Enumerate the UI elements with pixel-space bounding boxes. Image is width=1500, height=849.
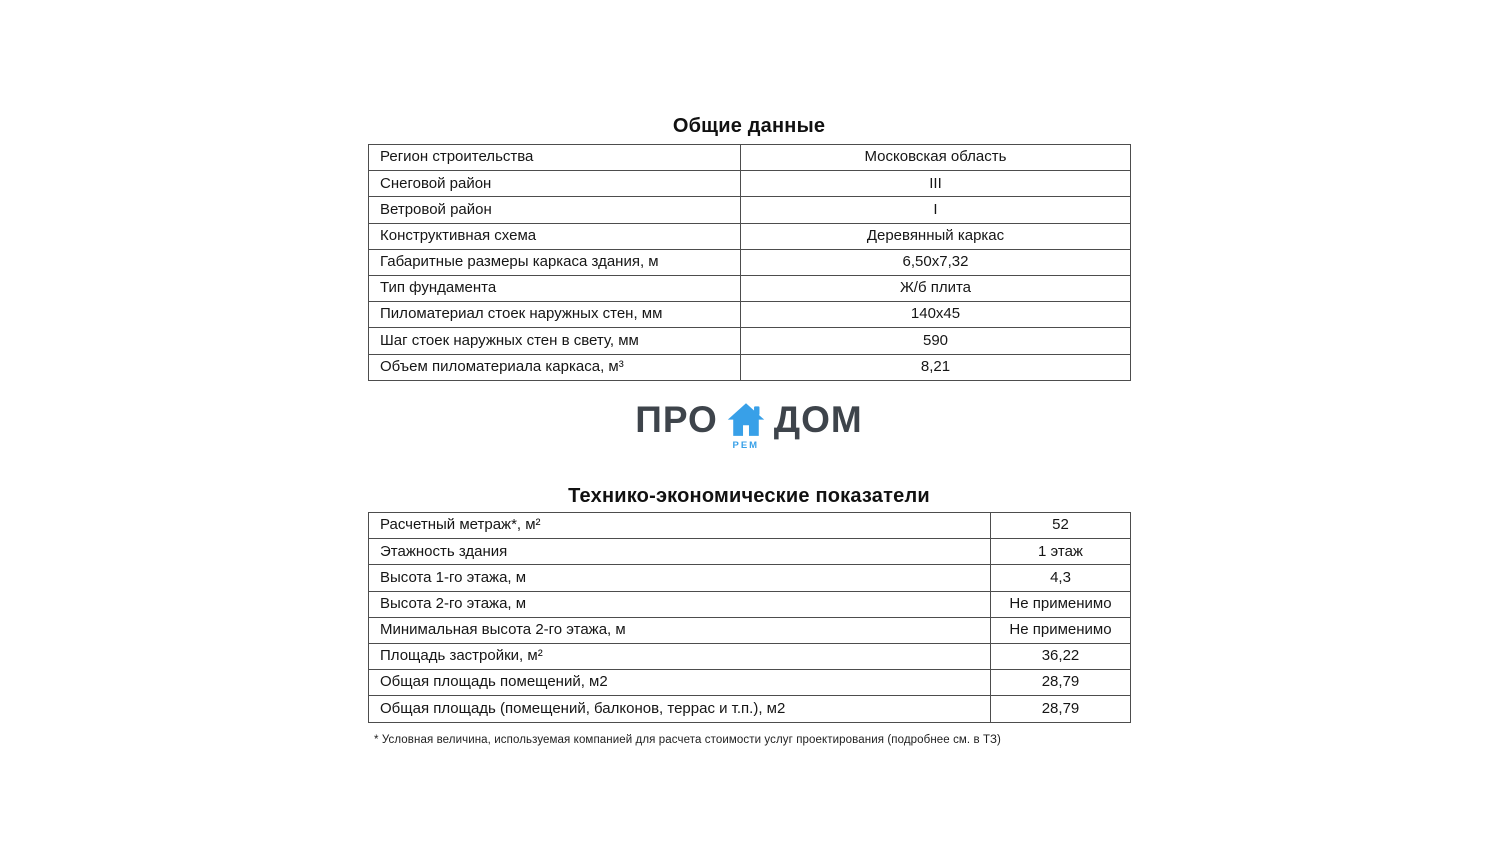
footnote: * Условная величина, используемая компанией для расчета стоимости услуг проектирования (подробнее см. в ТЗ) <box>374 734 1001 746</box>
row-value: 28,79 <box>991 670 1131 696</box>
logo-text-pro: ПРО <box>635 399 718 440</box>
row-value: 8,21 <box>741 354 1131 380</box>
general-data-table <box>368 144 1131 381</box>
table-row <box>369 539 1131 565</box>
row-value: Не применимо <box>991 617 1131 643</box>
table-row <box>369 354 1131 380</box>
table-row <box>369 617 1131 643</box>
house-icon <box>725 399 767 441</box>
row-label: Общая площадь (помещений, балконов, террас и т.п.), м2 <box>369 696 991 722</box>
logo-text-dom: ДОМ <box>773 399 863 440</box>
row-value: 52 <box>991 513 1131 539</box>
tech-indicators-table <box>368 512 1131 723</box>
logo <box>368 396 1130 458</box>
table-row <box>369 249 1131 275</box>
table-row <box>369 145 1131 171</box>
table-row <box>369 328 1131 354</box>
table-row <box>369 591 1131 617</box>
row-label: Объем пиломатериала каркаса, м³ <box>369 354 741 380</box>
table-row <box>369 696 1131 722</box>
row-value: Московская область <box>741 145 1131 171</box>
general-table-title: Общие данные <box>672 115 826 137</box>
row-label: Высота 1-го этажа, м <box>369 565 991 591</box>
row-value: Не применимо <box>991 591 1131 617</box>
row-label: Шаг стоек наружных стен в свету, мм <box>369 328 741 354</box>
table-row <box>369 275 1131 301</box>
row-value: 1 этаж <box>991 539 1131 565</box>
row-label: Снеговой район <box>369 171 741 197</box>
row-label: Конструктивная схема <box>369 223 741 249</box>
row-label: Минимальная высота 2-го этажа, м <box>369 617 991 643</box>
table-row <box>369 302 1131 328</box>
tech-table-title: Технико-экономические показатели <box>568 485 930 507</box>
table-row <box>369 197 1131 223</box>
row-label: Этажность здания <box>369 539 991 565</box>
row-label: Габаритные размеры каркаса здания, м <box>369 249 741 275</box>
row-label: Расчетный метраж*, м² <box>369 513 991 539</box>
row-value: I <box>741 197 1131 223</box>
table-row <box>369 171 1131 197</box>
row-value: Деревянный каркас <box>741 223 1131 249</box>
row-label: Высота 2-го этажа, м <box>369 591 991 617</box>
row-value: 6,50x7,32 <box>741 249 1131 275</box>
table-row <box>369 565 1131 591</box>
row-value: Ж/б плита <box>741 275 1131 301</box>
table-row <box>369 643 1131 669</box>
table-row <box>369 513 1131 539</box>
logo-house-block <box>725 396 767 451</box>
logo-subtext: РЕМ <box>732 440 760 451</box>
row-label: Общая площадь помещений, м2 <box>369 670 991 696</box>
row-label: Тип фундамента <box>369 275 741 301</box>
row-value: 140x45 <box>741 302 1131 328</box>
table-row <box>369 223 1131 249</box>
row-label: Пиломатериал стоек наружных стен, мм <box>369 302 741 328</box>
row-value: 590 <box>741 328 1131 354</box>
row-value: 4,3 <box>991 565 1131 591</box>
row-label: Регион строительства <box>369 145 741 171</box>
row-label: Площадь застройки, м² <box>369 643 991 669</box>
row-value: III <box>741 171 1131 197</box>
row-label: Ветровой район <box>369 197 741 223</box>
table-row <box>369 670 1131 696</box>
row-value: 28,79 <box>991 696 1131 722</box>
row-value: 36,22 <box>991 643 1131 669</box>
